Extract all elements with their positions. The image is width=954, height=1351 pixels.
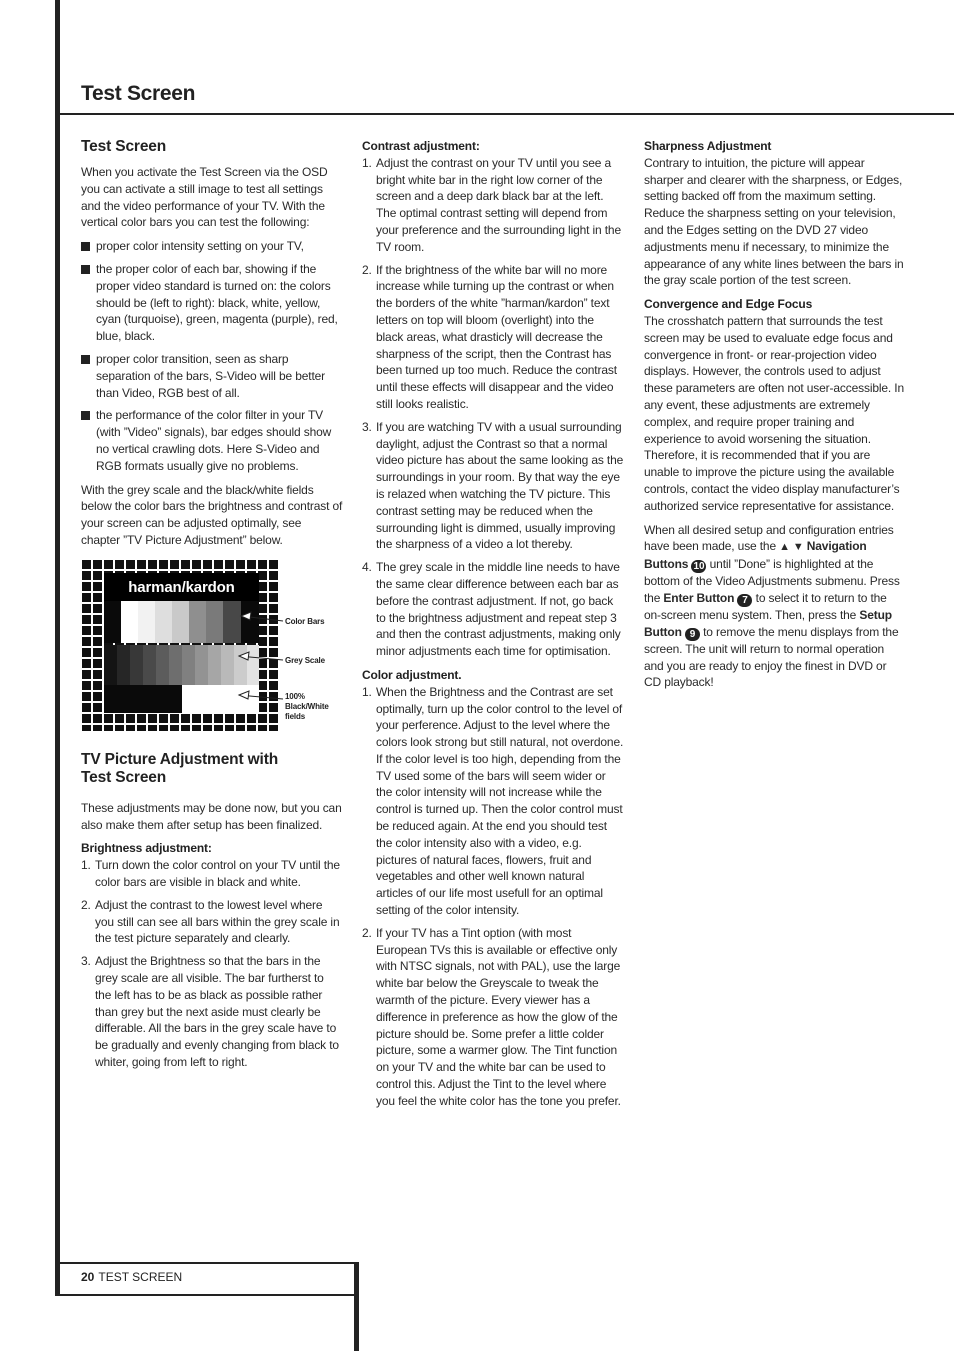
step-text: When the Brightness and the Contrast are set optimally, turn up the color control to the level of your perference. Adjust to the level where the colors look strong but still natural, not overdone. If the color level is too high, depending from the TV used some of the bars will seem wider or the color intensity will not increase while the control is turned up. Then the color control must be reduced again. At the end you should test the color intensity also with a video, e.g. pictures of natural faces, flowers, fruit and vegetables and other well known natural articles of our life most usefull for an optimal setting of the color intensity. [376,684,624,918]
list-item [362,925,624,1110]
callout-number-icon: 10 [691,560,706,573]
list-item [81,857,343,891]
black-field [104,685,182,713]
color-heading: Color adjustment. [362,667,462,682]
step-text: Adjust the Brightness so that the bars in the grey scale are all visible. The bar furtherst to the left has to be as black as possible rather than grey but the next aside must clearly be differable. All the bars in the grey scale have to be gradually and evenly changing from black to whiter, going from left to right. [95,954,339,1069]
test-bullet-list [81,238,343,474]
step-text: If the brightness of the white bar will no more increase while turning up the contrast or when the borders of the white ”harman/kardon” text letters on top will bloom (overlight) into the black areas, what drasticly will decrease the sharpness of the script, then the Contrast has been turned up too much. Reduce the contrast until these effects will disappear and the video still looks realistic. [376,262,617,411]
label-color-bars: Color Bars [285,616,325,626]
footer-rule-top [55,1262,355,1264]
step-text: The grey scale in the middle line needs to have the same clear difference between each bar as before the contrast adjustment. If not, go back to the brightness adjustment and repeat step 3 and then the contrast adjustments, making only minor adjustments each time for optimisation. [376,560,621,659]
list-item: proper color transition, seen as sharp separation of the bars, S-Video will be better than Video, RGB best of all. [81,351,343,401]
list-item [362,262,624,413]
label-bw-fields-1: 100% [285,691,305,701]
step-number: 2. [81,897,91,912]
grey-scale-paragraph: With the grey scale and the black/white fields below the color bars the brightness and contrast of your screen can be adjusted optimally, see chapter ”TV Picture Adjustment” below. [81,482,343,547]
list-item [362,419,624,553]
list-item: the proper color of each bar, showing if the proper video standard is turned on: the colors should be (left to right): black, white, yellow, cyan (turquoise), green, magenta (purple), red, blue, black. [81,261,343,345]
setup-button-label: Setup Button [644,607,892,639]
test-screen-figure [81,559,343,731]
step-number: 1. [81,858,91,873]
intro-paragraph: When you activate the Test Screen via the OSD you can activate a still image to test all settings and the video performance of your TV. With the vertical color bars you can test the following: [81,165,328,230]
callout-number-icon: 9 [685,628,700,641]
footer-rule-bottom [55,1294,355,1296]
step-number: 1. [362,155,372,170]
list-item [362,559,624,660]
sharpness-heading: Sharpness Adjustment [644,139,772,153]
step-text: Turn down the color control on your TV until the color bars are visible in black and white. [95,858,340,889]
up-down-arrow-icons: ▲ ▼ [779,541,804,554]
step-text: Adjust the contrast on your TV until you see a bright white bar in the right low corner of the screen and a deep dark black bar at the left. The optimal contrast setting will depend from your preference and the surrounding light in the TV room. [376,155,621,254]
final-text-4: to remove the menu displays from the screen. The unit will return to normal operation and you are ready to enjoy the finest in DVD or CD playback! [644,624,899,690]
heading-line-1: TV Picture Adjustment with [81,750,279,768]
step-number: 3. [81,954,91,969]
column-2 [362,138,624,1117]
step-number: 2. [362,262,372,277]
label-bw-fields-2: Black/White [285,701,329,711]
page-footer [81,1270,182,1284]
step-text: If your TV has a Tint option (with most European TVs this is available or effective only with NTSC signals, not with PAL), use the large white bar below the Greyscale to tweak the warmth of the picture. Every viewer has a difference in preference as how the glow of the picture should be. Some prefer a little colder picture, some a warmer glow. The Tint function on your TV and the white bar can be used to control this. Adjust the Tint to the level where you feel the white color has the tone you prefer. [376,925,621,1108]
step-number: 3. [362,419,372,434]
left-margin-bar [55,0,60,1296]
final-text-3: to select it to return to the on-screen menu system. Then, press the [644,590,887,622]
logo-text: harman/kardon [128,578,235,596]
final-text-1: When all desired setup and configuration entries have been made, use the [644,522,894,554]
heading-line-2: Test Screen [81,768,167,786]
navigation-buttons-label: Navigation Buttons [644,539,867,572]
enter-button-label: Enter Button [663,590,735,605]
list-item [362,155,624,256]
step-number: 4. [362,560,372,575]
list-item [362,684,624,919]
label-grey-scale: Grey Scale [285,655,325,665]
sharpness-paragraph: Contrary to intuition, the picture will appear sharper and clearer with the sharpness, or Edges, setting backed off from the maximum setting. Reduce the sharpness setting on your television, and the Edges setting on the DVD 27 video adjustments menu if necessary, to minimize the appearance of any white lines between the bars in the gray scale portion of the test screen. [644,155,904,288]
footer-divider-bar [354,1262,359,1351]
final-text-2: until ”Done” is highlighted at the bottom of the Video Adjustments submenu. Press the [644,557,900,605]
adjust-intro-paragraph: These adjustments may be done now, but you can also make them after setup has been finalized. [81,800,342,832]
section-heading-test-screen: Test Screen [81,138,167,155]
final-paragraph [644,522,906,692]
label-bw-fields-3: fields [285,711,305,721]
column-1 [81,138,343,1078]
page-title: Test Screen [81,82,196,105]
color-bars [104,601,259,643]
section-heading-tv-picture-adjustment [81,751,343,787]
step-text: If you are watching TV with a usual surrounding daylight, adjust the Contrast so that a normal video picture has about the same looking as the surroundings in your room. By that way the eye is relazed when watching the TV picture. This contrast setting may be reduced when the surrounding light is dimmed, usually improving the sharpness of a video a lot thereby. [376,419,624,552]
callout-number-icon: 7 [737,594,752,607]
contrast-heading: Contrast adjustment: [362,139,480,153]
column-3 [644,138,906,698]
step-number: 1. [362,684,372,699]
list-item [81,897,343,947]
list-item: the performance of the color filter in your TV (with ”Video” signals), bar edges should show no vertical crawling dots. Here S-Video and RGB formats usually give no problems. [81,407,343,474]
list-item [81,953,343,1071]
grey-scale-bars [104,645,259,685]
header-rule [55,113,954,115]
footer-label: TEST SCREEN [98,1270,183,1284]
contrast-steps [362,155,624,660]
color-steps [362,684,624,1110]
brightness-steps [81,857,343,1071]
step-text: Adjust the contrast to the lowest level where you still can see all bars within the grey scale in the test picture separately and clearly. [95,897,340,946]
convergence-paragraph: The crosshatch pattern that surrounds the test screen may be used to evaluate edge focus and convergence in front- or rear-projection video displays. However, the controls used to adjust these parameters are often not user-accessible. In any event, these adjustments are extremely complex, and require proper training and experience to avoid worsening the situation. Therefore, it is recommended that if you are unable to improve the picture using the available controls, contact the video display manufacturer’s authorized service representative for assistance. [644,313,904,513]
brightness-heading: Brightness adjustment: [81,841,212,856]
convergence-heading: Convergence and Edge Focus [644,297,813,312]
step-number: 2. [362,925,372,940]
page-number: 20 [81,1270,95,1284]
list-item: proper color intensity setting on your TV, [81,238,343,255]
